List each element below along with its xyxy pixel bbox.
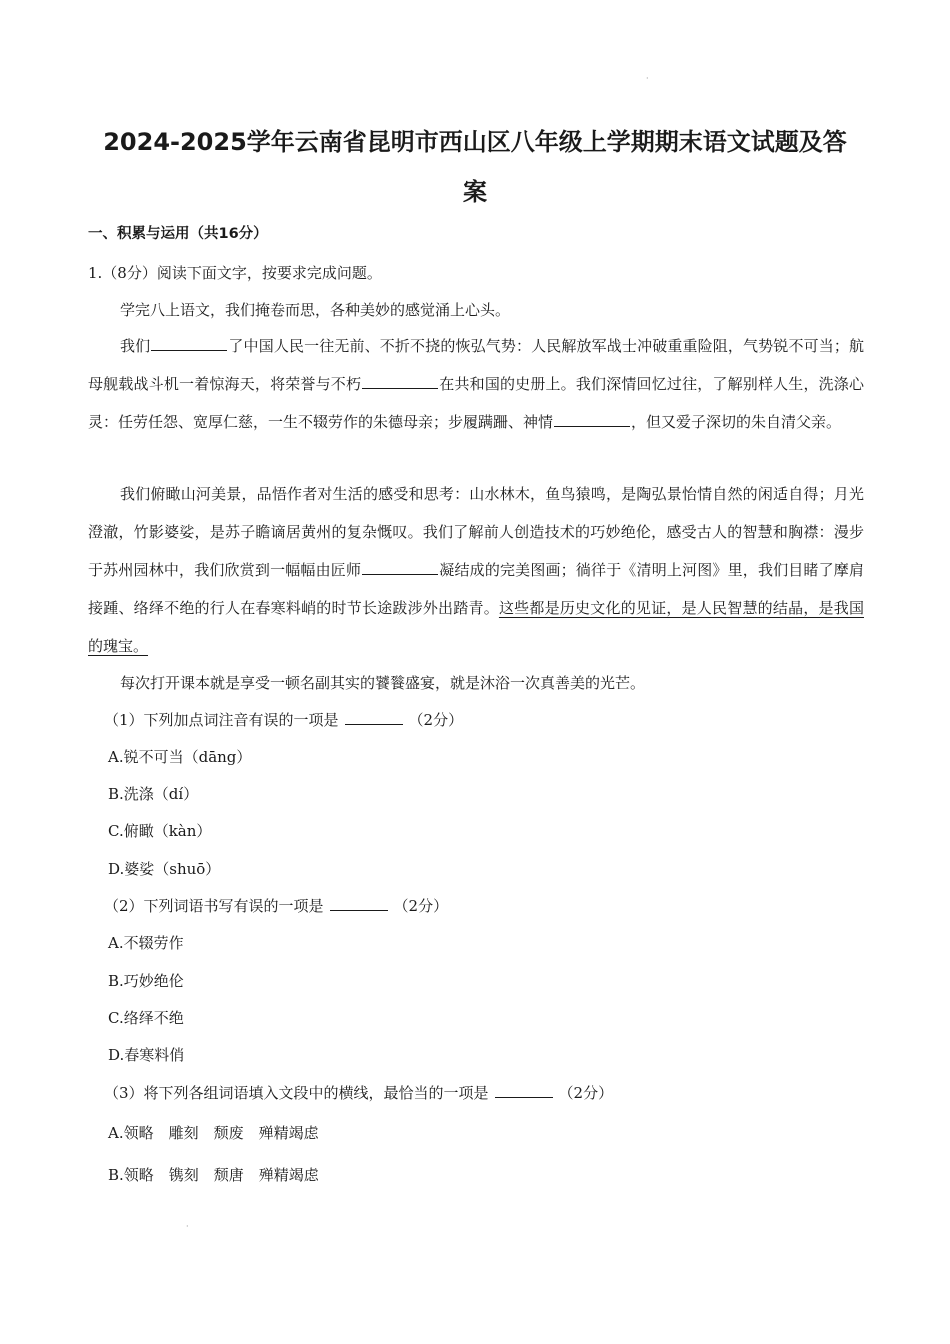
paragraph-text: 我们 bbox=[120, 337, 151, 355]
subquestion-stem: （1）下列加点词注音有误的一项是 bbox=[104, 711, 339, 729]
option-c: C.络绎不绝 bbox=[108, 1009, 184, 1027]
paragraph-text: 我们俯瞰山河美景，品悟作者对生活的感受和思考：山水林木，鱼鸟猿鸣，是陶弘景怡情自然的闲适自得；月光澄澈，竹影婆娑，是苏子瞻谪居黄州的复杂慨叹。我们了解前人创造技术的巧妙绝伦，感受古人的智慧和胸襟：漫步于苏州园林中，我们欣赏到一幅幅由匠师 bbox=[88, 485, 864, 579]
subquestion-score: （2分） bbox=[408, 711, 464, 729]
fill-blank bbox=[554, 412, 630, 427]
passage-paragraph-1: 学完八上语文，我们掩卷而思，各种美妙的感觉涌上心头。 bbox=[120, 301, 511, 319]
fill-blank bbox=[151, 336, 227, 351]
passage-paragraph-2 bbox=[88, 327, 864, 441]
passage-paragraph-3 bbox=[88, 475, 864, 665]
document-title-line2: 案 bbox=[463, 178, 487, 206]
option-b: B.巧妙绝伦 bbox=[108, 972, 184, 990]
subquestion-score: （2分） bbox=[393, 897, 449, 915]
subquestion-score: （2分） bbox=[558, 1084, 614, 1102]
question-stem: 1.（8分）阅读下面文字，按要求完成问题。 bbox=[88, 264, 382, 282]
option-d: D.婆娑（shuō） bbox=[108, 860, 221, 878]
passage-paragraph-4: 每次打开课本就是享受一顿名副其实的饕餮盛宴，就是沐浴一次真善美的光芒。 bbox=[120, 674, 646, 692]
paragraph-text: 在共和国的史册上。我们深情回忆过往，了解别样人生，洗涤心灵：任劳任怨、宽厚仁慈，一生不辍劳作的朱德母亲；步履蹒跚、神情 bbox=[88, 375, 864, 431]
option-b: B.领略 镌刻 颓唐 殚精竭虑 bbox=[108, 1166, 319, 1184]
fill-blank bbox=[362, 560, 438, 575]
document-title-line1: 2024-2025学年云南省昆明市西山区八年级上学期期末语文试题及答 bbox=[103, 128, 847, 156]
underlined-sentence: 这些都是历史文化的见证，是人民智慧的结晶，是我国的瑰宝。 bbox=[88, 599, 864, 655]
paragraph-text: 凝结成的完美图画；徜徉于《清明上河图》里，我们目睹了摩肩接踵、络绎不绝的行人在春寒料峭的时节长途跋涉外出踏青。 bbox=[88, 561, 864, 617]
subquestion-2 bbox=[104, 895, 448, 916]
answer-blank bbox=[495, 1083, 553, 1098]
scan-dot: · bbox=[646, 74, 649, 83]
paragraph-text: 了中国人民一往无前、不折不挠的恢弘气势：人民解放军战士冲破重重险阻，气势锐不可当；航母舰载战斗机一着惊海天，将荣誉与不朽 bbox=[88, 337, 864, 393]
fill-blank bbox=[362, 374, 438, 389]
subquestion-stem: （2）下列词语书写有误的一项是 bbox=[104, 897, 324, 915]
option-d: D.春寒料俏 bbox=[108, 1046, 185, 1064]
subquestion-3 bbox=[104, 1082, 613, 1103]
scan-dot: · bbox=[186, 1222, 189, 1231]
subquestion-stem: （3）将下列各组词语填入文段中的横线，最恰当的一项是 bbox=[104, 1084, 489, 1102]
answer-blank bbox=[330, 896, 388, 911]
option-b: B.洗涤（dí） bbox=[108, 785, 199, 803]
option-a: A.不辍劳作 bbox=[108, 934, 184, 952]
subquestion-1 bbox=[104, 709, 463, 730]
section-heading: 一、积累与运用（共16分） bbox=[88, 226, 268, 242]
option-c: C.俯瞰（kàn） bbox=[108, 822, 212, 840]
option-a: A.领略 雕刻 颓废 殚精竭虑 bbox=[108, 1124, 319, 1142]
option-a: A.锐不可当（dāng） bbox=[108, 748, 252, 766]
paragraph-text: ，但又爱子深切的朱自清父亲。 bbox=[631, 413, 842, 431]
answer-blank bbox=[345, 710, 403, 725]
